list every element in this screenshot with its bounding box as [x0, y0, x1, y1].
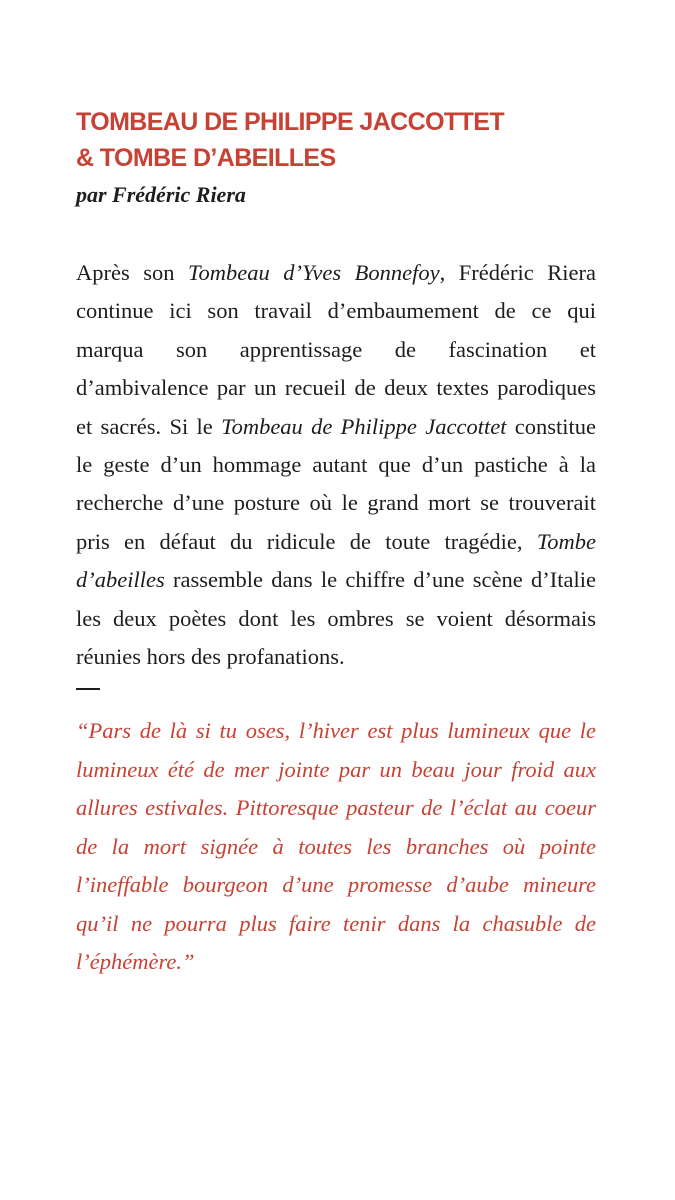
- description-paragraph: [76, 254, 596, 676]
- description-text-3: constitue le geste d’un hommage autant que d’un pastiche à la recherche d’une posture où le grand mort se trouverait pris en défaut du ridicule de toute tragédie,: [76, 413, 597, 554]
- description-title-2: Tombeau de Philippe Jaccottet: [221, 413, 507, 439]
- description-text-4: rassemble dans le chiffre d’une scène d’Italie les deux poètes dont les ombres se voient désormais réunies hors des profanations.: [76, 567, 596, 670]
- title-line-2: & TOMBE D’ABEILLES: [76, 144, 336, 172]
- description-text-1: Après son: [76, 260, 189, 285]
- author-byline: par Frédéric Riera: [76, 182, 246, 207]
- excerpt-quote: “Pars de là si tu oses, l’hiver est plus lumineux que le lumineux été de mer jointe par un beau jour froid aux allures estivales. Pittoresque pasteur de l’éclat au coeur de la mort signée à toutes les branches où pointe l’ineffable bourgeon d’une promesse d’aube mineure qu’il ne pourra plus faire tenir dans la chasuble de l’éphémère.”: [76, 718, 596, 975]
- book-blurb: [76, 104, 596, 982]
- description-title-3: Tombe d’abeilles: [76, 528, 596, 593]
- title-line-1: TOMBEAU DE PHILIPPE JACCOTTET: [76, 108, 505, 136]
- section-divider: [76, 688, 100, 690]
- book-title: [76, 104, 596, 176]
- description-title-1: Tombeau d’Yves Bonnefoy: [188, 260, 440, 285]
- description-text-2: , Frédéric Riera continue ici son travail d’embaumement de ce qui marqua son apprentissage de fascination et d’ambivalence par un recueil de deux textes parodiques et sacrés. Si le: [76, 260, 596, 439]
